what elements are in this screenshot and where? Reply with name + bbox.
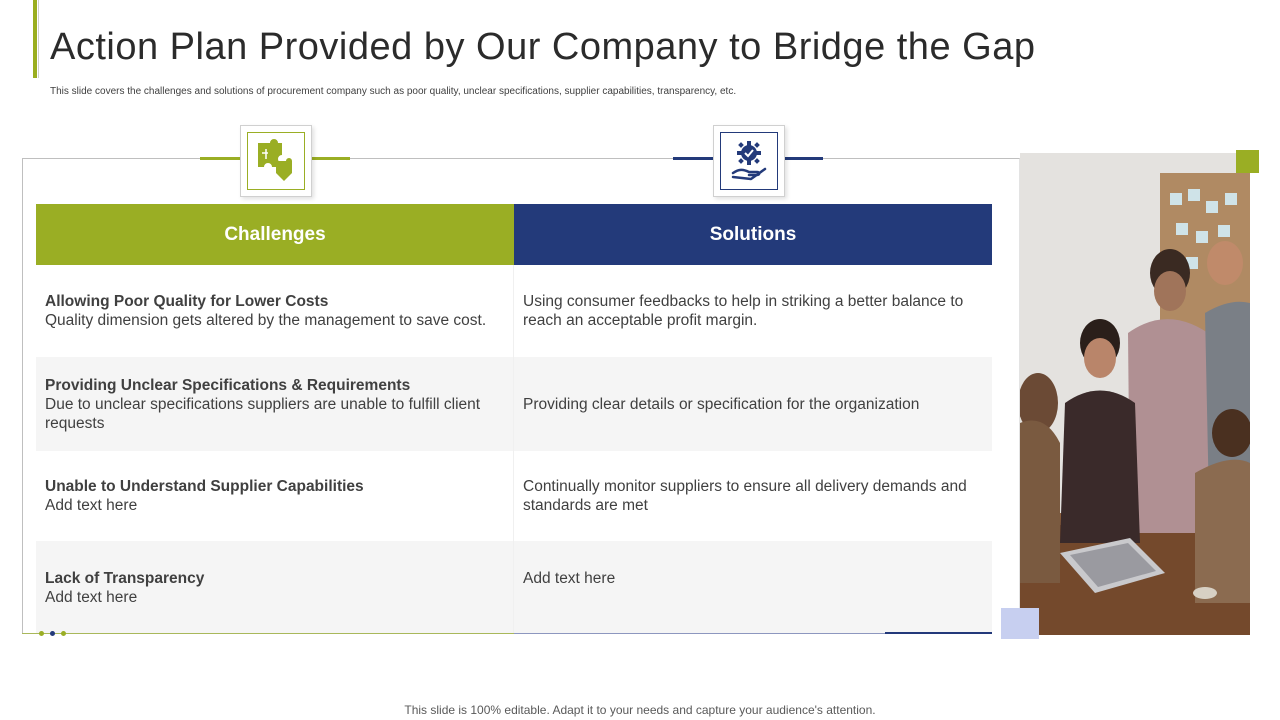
solutions-header: Solutions: [514, 204, 992, 265]
puzzle-icon: [247, 132, 305, 190]
team-photo: [1020, 153, 1250, 635]
table-row: [36, 451, 992, 541]
slide-subtitle: This slide covers the challenges and solutions of procurement company such as poor quality, unclear specifications, supplier capabilities, transparency, etc.: [50, 86, 737, 97]
table-row: [36, 357, 992, 451]
slide-title: Action Plan Provided by Our Company to Bridge the Gap: [50, 26, 1036, 68]
challenge-cell: [36, 265, 514, 357]
accent-square-blue: [1001, 608, 1039, 639]
bottom-rule-green: [22, 633, 514, 634]
footer-note: This slide is 100% editable. Adapt it to your needs and capture your audience's attention.: [404, 703, 876, 717]
solution-cell: [514, 357, 992, 451]
solution-cell: [514, 541, 992, 633]
solution-text: Add text here: [523, 570, 616, 587]
challenge-title: Unable to Understand Supplier Capabilities: [45, 478, 364, 495]
solution-text: Using consumer feedbacks to help in striking a better balance to reach an acceptable profit margin.: [523, 293, 964, 329]
hand-gear-icon: [720, 132, 778, 190]
title-accent-bar: [33, 0, 37, 78]
solution-cell: [514, 265, 992, 357]
challenge-title: Allowing Poor Quality for Lower Costs: [45, 293, 329, 310]
solution-text: Continually monitor suppliers to ensure all delivery demands and standards are met: [523, 478, 967, 514]
challenges-header: Challenges: [36, 204, 514, 265]
table-row: [36, 541, 992, 633]
title-accent-line: [38, 0, 39, 78]
challenge-cell: [36, 451, 514, 541]
challenge-description: Due to unclear specifications suppliers are unable to fulfill client requests: [45, 395, 481, 432]
decor-dot: [61, 631, 66, 636]
challenge-cell: [36, 357, 514, 451]
decor-dot: [39, 631, 44, 636]
accent-square-green: [1236, 150, 1259, 173]
table-header: [36, 204, 992, 265]
challenges-icon-badge: [240, 125, 312, 197]
decor-dot: [50, 631, 55, 636]
challenge-title: Providing Unclear Specifications & Requirements: [45, 376, 411, 394]
challenge-title: Lack of Transparency: [45, 570, 205, 587]
challenge-cell: [36, 541, 514, 633]
table-row: [36, 265, 992, 357]
challenge-description: Add text here: [45, 497, 138, 514]
solution-text: Providing clear details or specification for the organization: [523, 395, 920, 413]
solutions-icon-badge: [713, 125, 785, 197]
challenge-description: Quality dimension gets altered by the management to save cost.: [45, 312, 487, 329]
challenge-description: Add text here: [45, 589, 138, 606]
bottom-rule-blue-accent: [885, 632, 992, 634]
challenges-solutions-table: [36, 204, 992, 633]
solution-cell: [514, 451, 992, 541]
